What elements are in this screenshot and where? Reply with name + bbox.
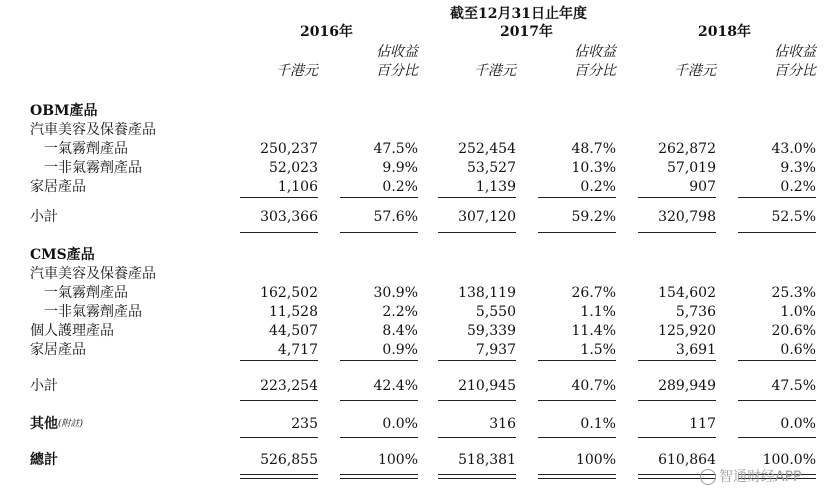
cell: 162,502 xyxy=(260,285,318,301)
cell: 1,106 xyxy=(277,179,318,195)
cell: 610,864 xyxy=(658,452,716,468)
rule xyxy=(638,197,716,198)
cell: 316 xyxy=(489,416,516,432)
cell: 3,691 xyxy=(675,342,716,358)
rule xyxy=(240,400,318,401)
cell: 262,872 xyxy=(658,141,716,157)
cell: 40.7% xyxy=(571,378,616,394)
cell: 307,120 xyxy=(458,209,516,225)
col-pct-2018-l2: 百分比 xyxy=(774,63,816,79)
cell: 52,023 xyxy=(269,160,318,176)
cell: 5,736 xyxy=(675,304,716,320)
cell: 7,937 xyxy=(475,342,516,358)
rule xyxy=(638,400,716,401)
col-pct-2016-l1: 佔收益 xyxy=(376,44,418,60)
rule xyxy=(240,232,318,233)
cell: 250,237 xyxy=(260,141,318,157)
cell: 100% xyxy=(377,452,418,468)
cell: 8.4% xyxy=(382,323,418,339)
rule xyxy=(438,197,516,198)
cell: 30.9% xyxy=(373,285,418,301)
rule xyxy=(638,437,716,438)
rule xyxy=(340,400,418,401)
double-rule xyxy=(340,474,418,479)
cell: 9.3% xyxy=(780,160,816,176)
cell: 320,798 xyxy=(658,209,716,225)
cell: 4,717 xyxy=(277,342,318,358)
cell: 252,454 xyxy=(458,141,516,157)
col-amount-2017: 千港元 xyxy=(474,63,516,79)
rule xyxy=(438,437,516,438)
cell: 100% xyxy=(575,452,616,468)
rule xyxy=(340,360,418,361)
cell: 2.2% xyxy=(382,304,418,320)
cell: 47.5% xyxy=(373,141,418,157)
cell: 289,949 xyxy=(658,378,716,394)
cell: 1.1% xyxy=(580,304,616,320)
cell: 0.0% xyxy=(780,416,816,432)
cell: 100.0% xyxy=(762,452,816,468)
rule xyxy=(438,400,516,401)
cell: 125,920 xyxy=(658,323,716,339)
others-note: (附註) xyxy=(58,419,84,429)
rule xyxy=(638,360,716,361)
cell: 0.1% xyxy=(580,416,616,432)
cell: 20.6% xyxy=(771,323,816,339)
cell: 42.4% xyxy=(373,378,418,394)
rule xyxy=(538,197,616,198)
col-pct-2018-l1: 佔收益 xyxy=(774,44,816,60)
cell: 526,855 xyxy=(260,452,318,468)
period-header: 截至12月31日止年度 xyxy=(450,6,587,22)
rule xyxy=(738,360,816,361)
cell: 303,366 xyxy=(260,209,318,225)
cell: 0.9% xyxy=(382,342,418,358)
rule xyxy=(340,197,418,198)
row-label: 個人護理產品 xyxy=(30,323,114,339)
group-label-obm: 汽車美容及保養產品 xyxy=(30,122,156,138)
rule xyxy=(538,400,616,401)
cell: 518,381 xyxy=(458,452,516,468)
watermark-text: 智通财经APP xyxy=(719,469,802,485)
rule xyxy=(738,400,816,401)
rule xyxy=(438,360,516,361)
others-label-text: 其他 xyxy=(30,416,58,432)
cell: 117 xyxy=(689,416,716,432)
cell: 0.6% xyxy=(780,342,816,358)
cell: 1.5% xyxy=(580,342,616,358)
row-label: 家居產品 xyxy=(30,342,86,358)
rule xyxy=(738,197,816,198)
total-label: 總計 xyxy=(30,452,58,468)
row-label: 一非氣霧劑產品 xyxy=(44,160,142,176)
cell: 0.0% xyxy=(382,416,418,432)
double-rule xyxy=(438,474,516,479)
rule xyxy=(538,360,616,361)
cell: 0.2% xyxy=(580,179,616,195)
cell: 53,527 xyxy=(467,160,516,176)
cell: 235 xyxy=(291,416,318,432)
cell: 59.2% xyxy=(571,209,616,225)
cell: 0.2% xyxy=(780,179,816,195)
cell: 52.5% xyxy=(771,209,816,225)
subtotal-label-obm: 小計 xyxy=(30,209,58,225)
year-2018-header: 2018年 xyxy=(698,24,751,40)
year-2016-header: 2016年 xyxy=(300,24,353,40)
section-title-cms: CMS產品 xyxy=(30,247,95,263)
section-title-obm: OBM產品 xyxy=(30,103,98,119)
rule xyxy=(240,360,318,361)
col-pct-2016-l2: 百分比 xyxy=(376,63,418,79)
cell: 154,602 xyxy=(658,285,716,301)
cell: 57.6% xyxy=(373,209,418,225)
row-label: 一氣霧劑產品 xyxy=(44,285,128,301)
cell: 47.5% xyxy=(771,378,816,394)
subtotal-label-cms: 小計 xyxy=(30,378,58,394)
row-label: 一非氣霧劑產品 xyxy=(44,304,142,320)
cell: 59,339 xyxy=(467,323,516,339)
watermark-logo-icon xyxy=(700,469,716,485)
group-label-cms: 汽車美容及保養產品 xyxy=(30,266,156,282)
row-label: 一氣霧劑產品 xyxy=(44,141,128,157)
cell: 57,019 xyxy=(667,160,716,176)
rule xyxy=(538,232,616,233)
rule xyxy=(240,437,318,438)
cell: 43.0% xyxy=(771,141,816,157)
rule xyxy=(240,197,318,198)
cell: 9.9% xyxy=(382,160,418,176)
cell: 10.3% xyxy=(571,160,616,176)
cell: 44,507 xyxy=(269,323,318,339)
col-pct-2017-l1: 佔收益 xyxy=(574,44,616,60)
year-2017-header: 2017年 xyxy=(500,24,553,40)
rule xyxy=(340,232,418,233)
cell: 1.0% xyxy=(780,304,816,320)
rule xyxy=(438,232,516,233)
rule xyxy=(340,437,418,438)
rule xyxy=(738,232,816,233)
col-amount-2018: 千港元 xyxy=(674,63,716,79)
rule xyxy=(638,232,716,233)
cell: 25.3% xyxy=(771,285,816,301)
cell: 907 xyxy=(689,179,716,195)
rule xyxy=(538,437,616,438)
row-label: 家居產品 xyxy=(30,179,86,195)
watermark xyxy=(700,466,801,486)
double-rule xyxy=(240,474,318,479)
others-label xyxy=(30,416,83,432)
cell: 26.7% xyxy=(571,285,616,301)
cell: 138,119 xyxy=(458,285,516,301)
cell: 210,945 xyxy=(458,378,516,394)
cell: 48.7% xyxy=(571,141,616,157)
cell: 11.4% xyxy=(571,323,616,339)
cell: 11,528 xyxy=(269,304,318,320)
col-pct-2017-l2: 百分比 xyxy=(574,63,616,79)
cell: 0.2% xyxy=(382,179,418,195)
cell: 5,550 xyxy=(475,304,516,320)
col-amount-2016: 千港元 xyxy=(276,63,318,79)
cell: 223,254 xyxy=(260,378,318,394)
rule xyxy=(738,437,816,438)
double-rule xyxy=(538,474,616,479)
cell: 1,139 xyxy=(475,179,516,195)
